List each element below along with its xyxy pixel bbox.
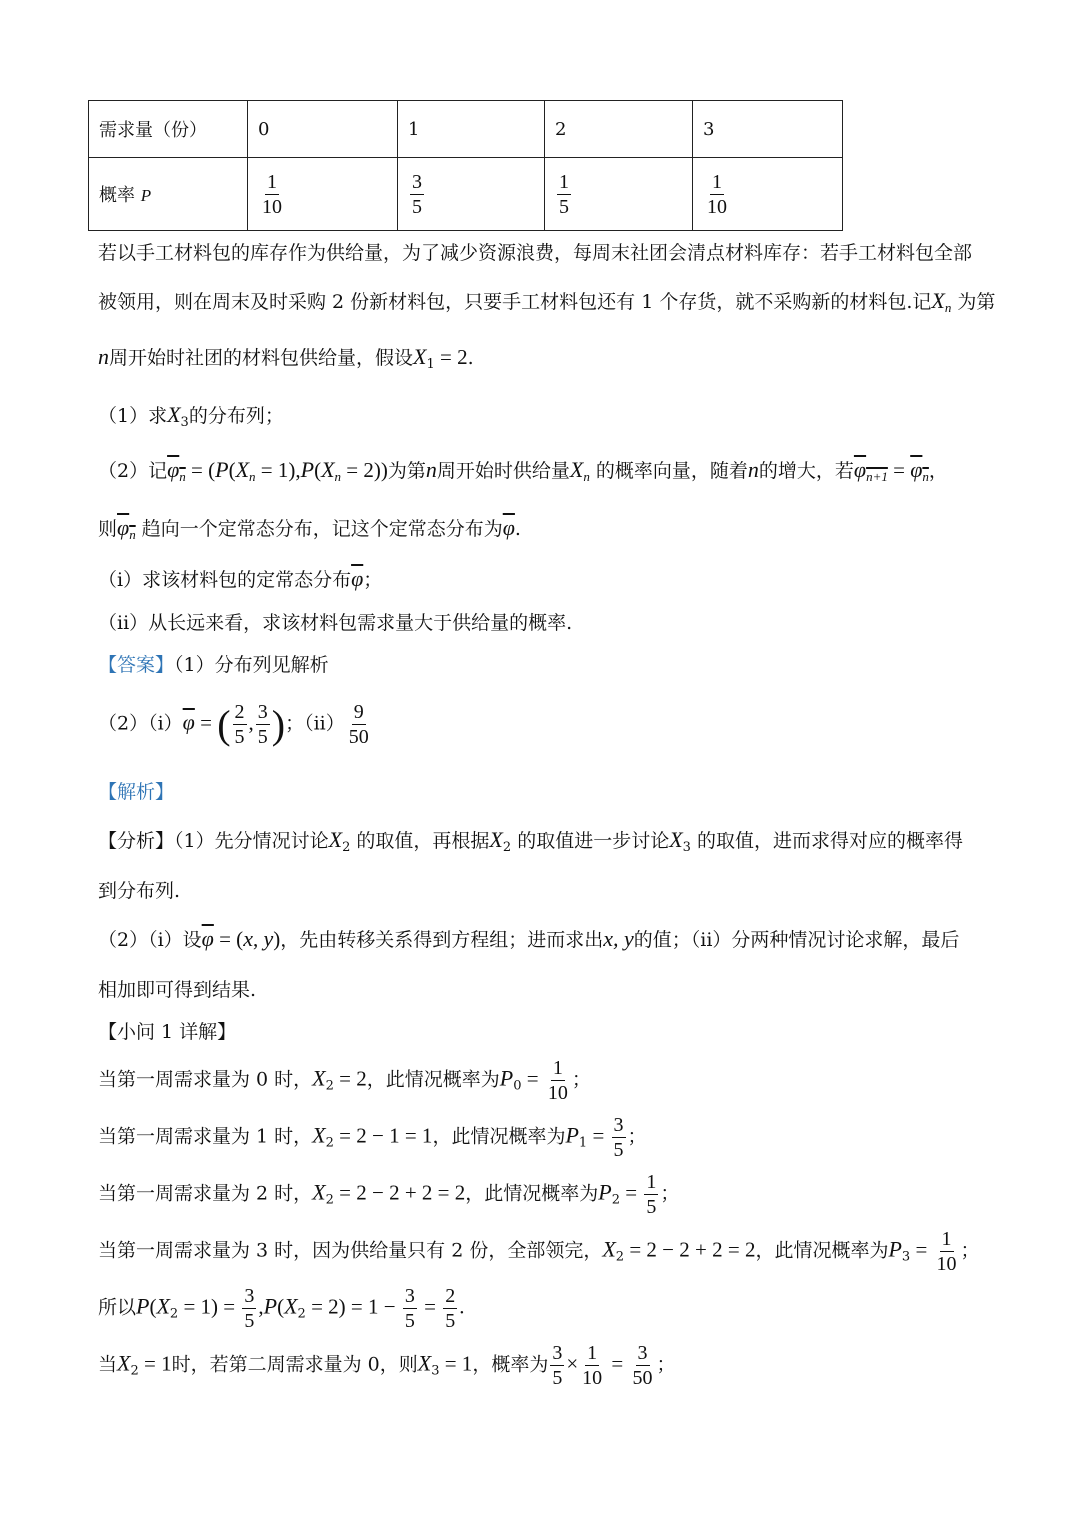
table-cell — [398, 158, 545, 231]
table-cell: 2 — [545, 101, 693, 158]
intro-line-1: 若以手工材料包的库存作为供给量，为了减少资源浪费，每周末社团会清点材料库存：若手工材料包全部 — [98, 242, 973, 264]
fraction: $\frac{1}{10}$ — [262, 170, 282, 218]
question-2-ii: （ii）从长远来看，求该材料包需求量大于供给量的概率. — [98, 612, 573, 634]
table-cell: 1 — [398, 101, 545, 158]
table-cell — [693, 158, 843, 231]
fraction: $\frac{3}{5}$ — [412, 170, 422, 218]
fenxi-line-3: （2）（i）设$\overline{\varphi} = (x$, y)，先由转移关系得到方程组；进而求出x, y的值；（ii）分两种情况讨论求解，最后 — [98, 926, 960, 951]
case-line-1: 当第一周需求量为 1 时，$X_2 = 2 - 1 = 1$，此情况概率为$P_1$ = $\frac{3}{5}$ ； — [98, 1114, 647, 1161]
question-2: （2）记$\varphi_n = (P(X_n = 1),P(X_n = 2))$为第n周开始时供给量$X_n$ 的概率向量，随着n的增大，若$\varphi_{n+1} = \varphi_n$， — [98, 457, 948, 484]
answer-tag: 【答案】 — [98, 654, 175, 676]
question-2-line-2: 则$\varphi_n$ 趋向一个定常态分布，记这个定常态分布为$\overline{\varphi}$. — [98, 515, 521, 542]
fenxi-line-2: 到分布列. — [98, 880, 181, 902]
answer-line-1: 【答案】（1）分布列见解析 — [98, 654, 329, 676]
table-cell — [248, 158, 398, 231]
fraction: $\frac{1}{5}$ — [559, 170, 569, 218]
fenxi-line-4: 相加即可得到结果. — [98, 979, 257, 1001]
table-row-demand — [89, 101, 843, 158]
case-line-2: 当第一周需求量为 2 时，$X_2 = 2 - 2 + 2 = 2$，此情况概率为$P_2$ = $\frac{1}{5}$ ； — [98, 1171, 680, 1218]
question-2-i: （i）求该材料包的定常态分布$\overline{\varphi}$； — [98, 566, 383, 591]
prob-label: 概率 — [99, 185, 135, 206]
probability-table — [88, 100, 843, 231]
analysis-tag: 【解析】 — [98, 781, 175, 803]
table-cell: 需求量（份） — [89, 101, 248, 158]
fraction: $\frac{1}{10}$ — [707, 170, 727, 218]
table-cell: 0 — [248, 101, 398, 158]
answer-line-2: $(2)(i)\overline{\varphi}$ = ( $\frac{2}{5}$ , $\frac{3}{5}$ )；（ii） $\frac{9}{50}$ — [98, 701, 369, 748]
last-line: 当$X_2 = 1$时，若第二周需求量为 0，则$X_3 = 1$，概率为 $\frac{3}{5}$ × $\frac{1}{10}$ = $\frac{3}{50}$ ； — [98, 1342, 676, 1389]
intro-line-3: n周开始时社团的材料包供给量，假设$X_1 = 2$. — [98, 344, 474, 372]
table-cell: 3 — [693, 101, 843, 158]
so-line: 所以$P(X_2 = 1)$ = $\frac{3}{5}$ $,P(X_2 = 2) = 1$ − $\frac{3}{5}$ = $\frac{2}{5}$ . — [98, 1285, 465, 1332]
table-cell — [545, 158, 693, 231]
case-line-3: 当第一周需求量为 3 时，因为供给量只有 2 份，全部领完，$X_2 = 2 - 2 + 2 = 2$，此情况概率为$P_3$ = $\frac{1}{10}$ ； — [98, 1228, 980, 1275]
fenxi-line-1: 【分析】（1）先分情况讨论$X_2$ 的取值，再根据$X_2$ 的取值进一步讨论$X_3$ 的取值，进而求得对应的概率得 — [98, 827, 963, 855]
question-1: （1）求$X_3$的分布列； — [98, 402, 284, 430]
prob-symbol: P — [140, 186, 152, 205]
intro-line-2: 被领用，则在周末及时采购 2 份新材料包，只要手工材料包还有 1 个存货，就不采购新的材料包.记$X_n$ 为第 — [98, 288, 996, 315]
table-row-probability — [89, 158, 843, 231]
detail-tag: 【小问 1 详解】 — [98, 1021, 237, 1043]
table-cell — [89, 158, 248, 231]
case-line-0: 当第一周需求量为 0 时，$X_2 = 2$，此情况概率为$P_0$ = $\frac{1}{10}$ ； — [98, 1057, 591, 1104]
